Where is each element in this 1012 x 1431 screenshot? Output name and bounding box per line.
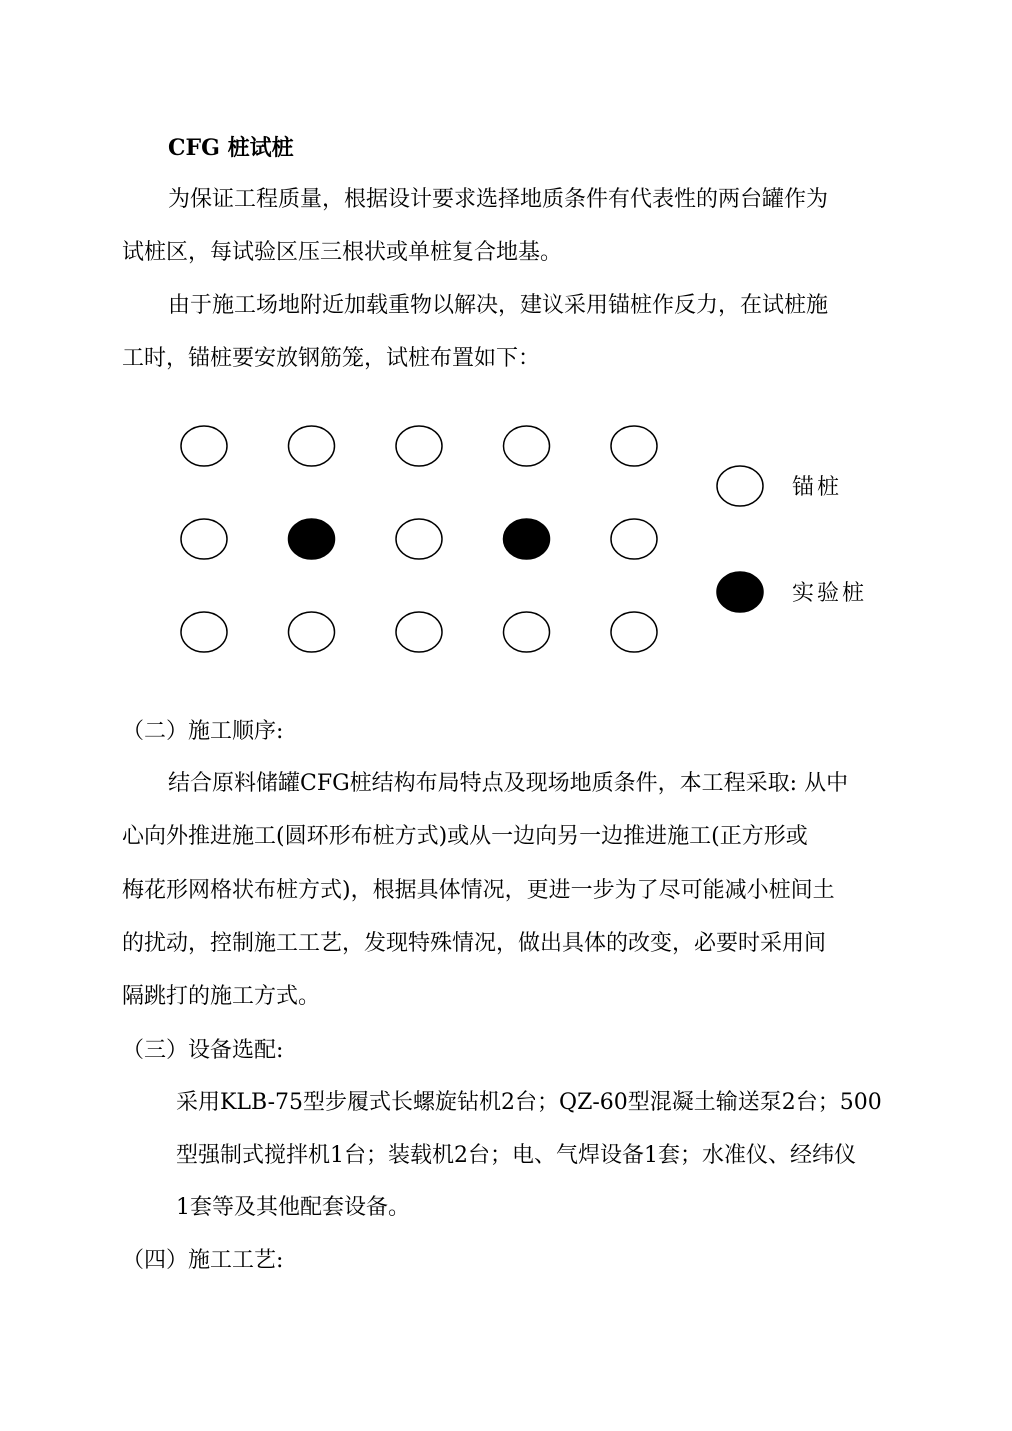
test-pile-r2c2 — [289, 519, 335, 559]
anchor-pile-r3c4 — [504, 612, 550, 652]
legend-test-pile-symbol — [717, 572, 763, 612]
legend-anchor-pile-symbol — [717, 466, 763, 506]
para4-line-3: 1套等及其他配套设备。 — [176, 1195, 410, 1220]
anchor-pile-r3c5 — [611, 612, 657, 652]
para1-line-2: 试桩区，每试验区压三根状或单桩复合地基。 — [122, 240, 563, 265]
para4-line-2: 型强制式搅拌机1台；装载机2台；电、气焊设备1套；水准仪、经纬仪 — [176, 1143, 856, 1168]
anchor-pile-r3c3 — [396, 612, 442, 652]
pile-grid — [181, 426, 657, 652]
para3-line-4: 的扰动，控制施工工艺，发现特殊情况，做出具体的改变，必要时采用间 — [122, 931, 827, 956]
para2-line-2: 工时，锚桩要安放钢筋笼，试桩布置如下： — [122, 346, 541, 371]
anchor-pile-r2c3 — [396, 519, 442, 559]
section2-heading: （二）施工顺序: — [122, 719, 284, 744]
para2-line-1: 由于施工场地附近加载重物以解决，建议采用锚桩作反力，在试桩施 — [168, 293, 829, 318]
anchor-pile-r2c5 — [611, 519, 657, 559]
anchor-pile-r1c2 — [289, 426, 335, 466]
para1-line-1: 为保证工程质量，根据设计要求选择地质条件有代表性的两台罐作为 — [168, 187, 829, 212]
test-pile-r2c4 — [504, 519, 550, 559]
anchor-pile-r3c1 — [181, 612, 227, 652]
anchor-pile-r1c4 — [504, 426, 550, 466]
legend-anchor-pile-label: 锚桩 — [792, 475, 843, 500]
anchor-pile-r1c1 — [181, 426, 227, 466]
para3-line-1: 结合原料储罐CFG桩结构布局特点及现场地质条件，本工程采取: 从中 — [168, 771, 849, 796]
anchor-pile-r2c1 — [181, 519, 227, 559]
anchor-pile-r1c5 — [611, 426, 657, 466]
anchor-pile-r1c3 — [396, 426, 442, 466]
section3-heading: （三）设备选配: — [122, 1038, 284, 1063]
section4-heading: （四）施工工艺: — [122, 1248, 284, 1273]
para3-line-3: 梅花形网格状布桩方式)，根据具体情况，更进一步为了尽可能减小桩间土 — [122, 878, 835, 903]
anchor-pile-r3c2 — [289, 612, 335, 652]
para4-line-1: 采用KLB-75型步履式长螺旋钻机2台；QZ-60型混凝土输送泵2台；500 — [176, 1090, 882, 1115]
section-title: CFG 桩试桩 — [168, 135, 294, 161]
para3-line-2: 心向外推进施工(圆环形布桩方式)或从一边向另一边推进施工(正方形或 — [122, 824, 808, 849]
para3-line-5: 隔跳打的施工方式。 — [122, 984, 321, 1009]
legend-test-pile-label: 实验桩 — [792, 581, 868, 606]
